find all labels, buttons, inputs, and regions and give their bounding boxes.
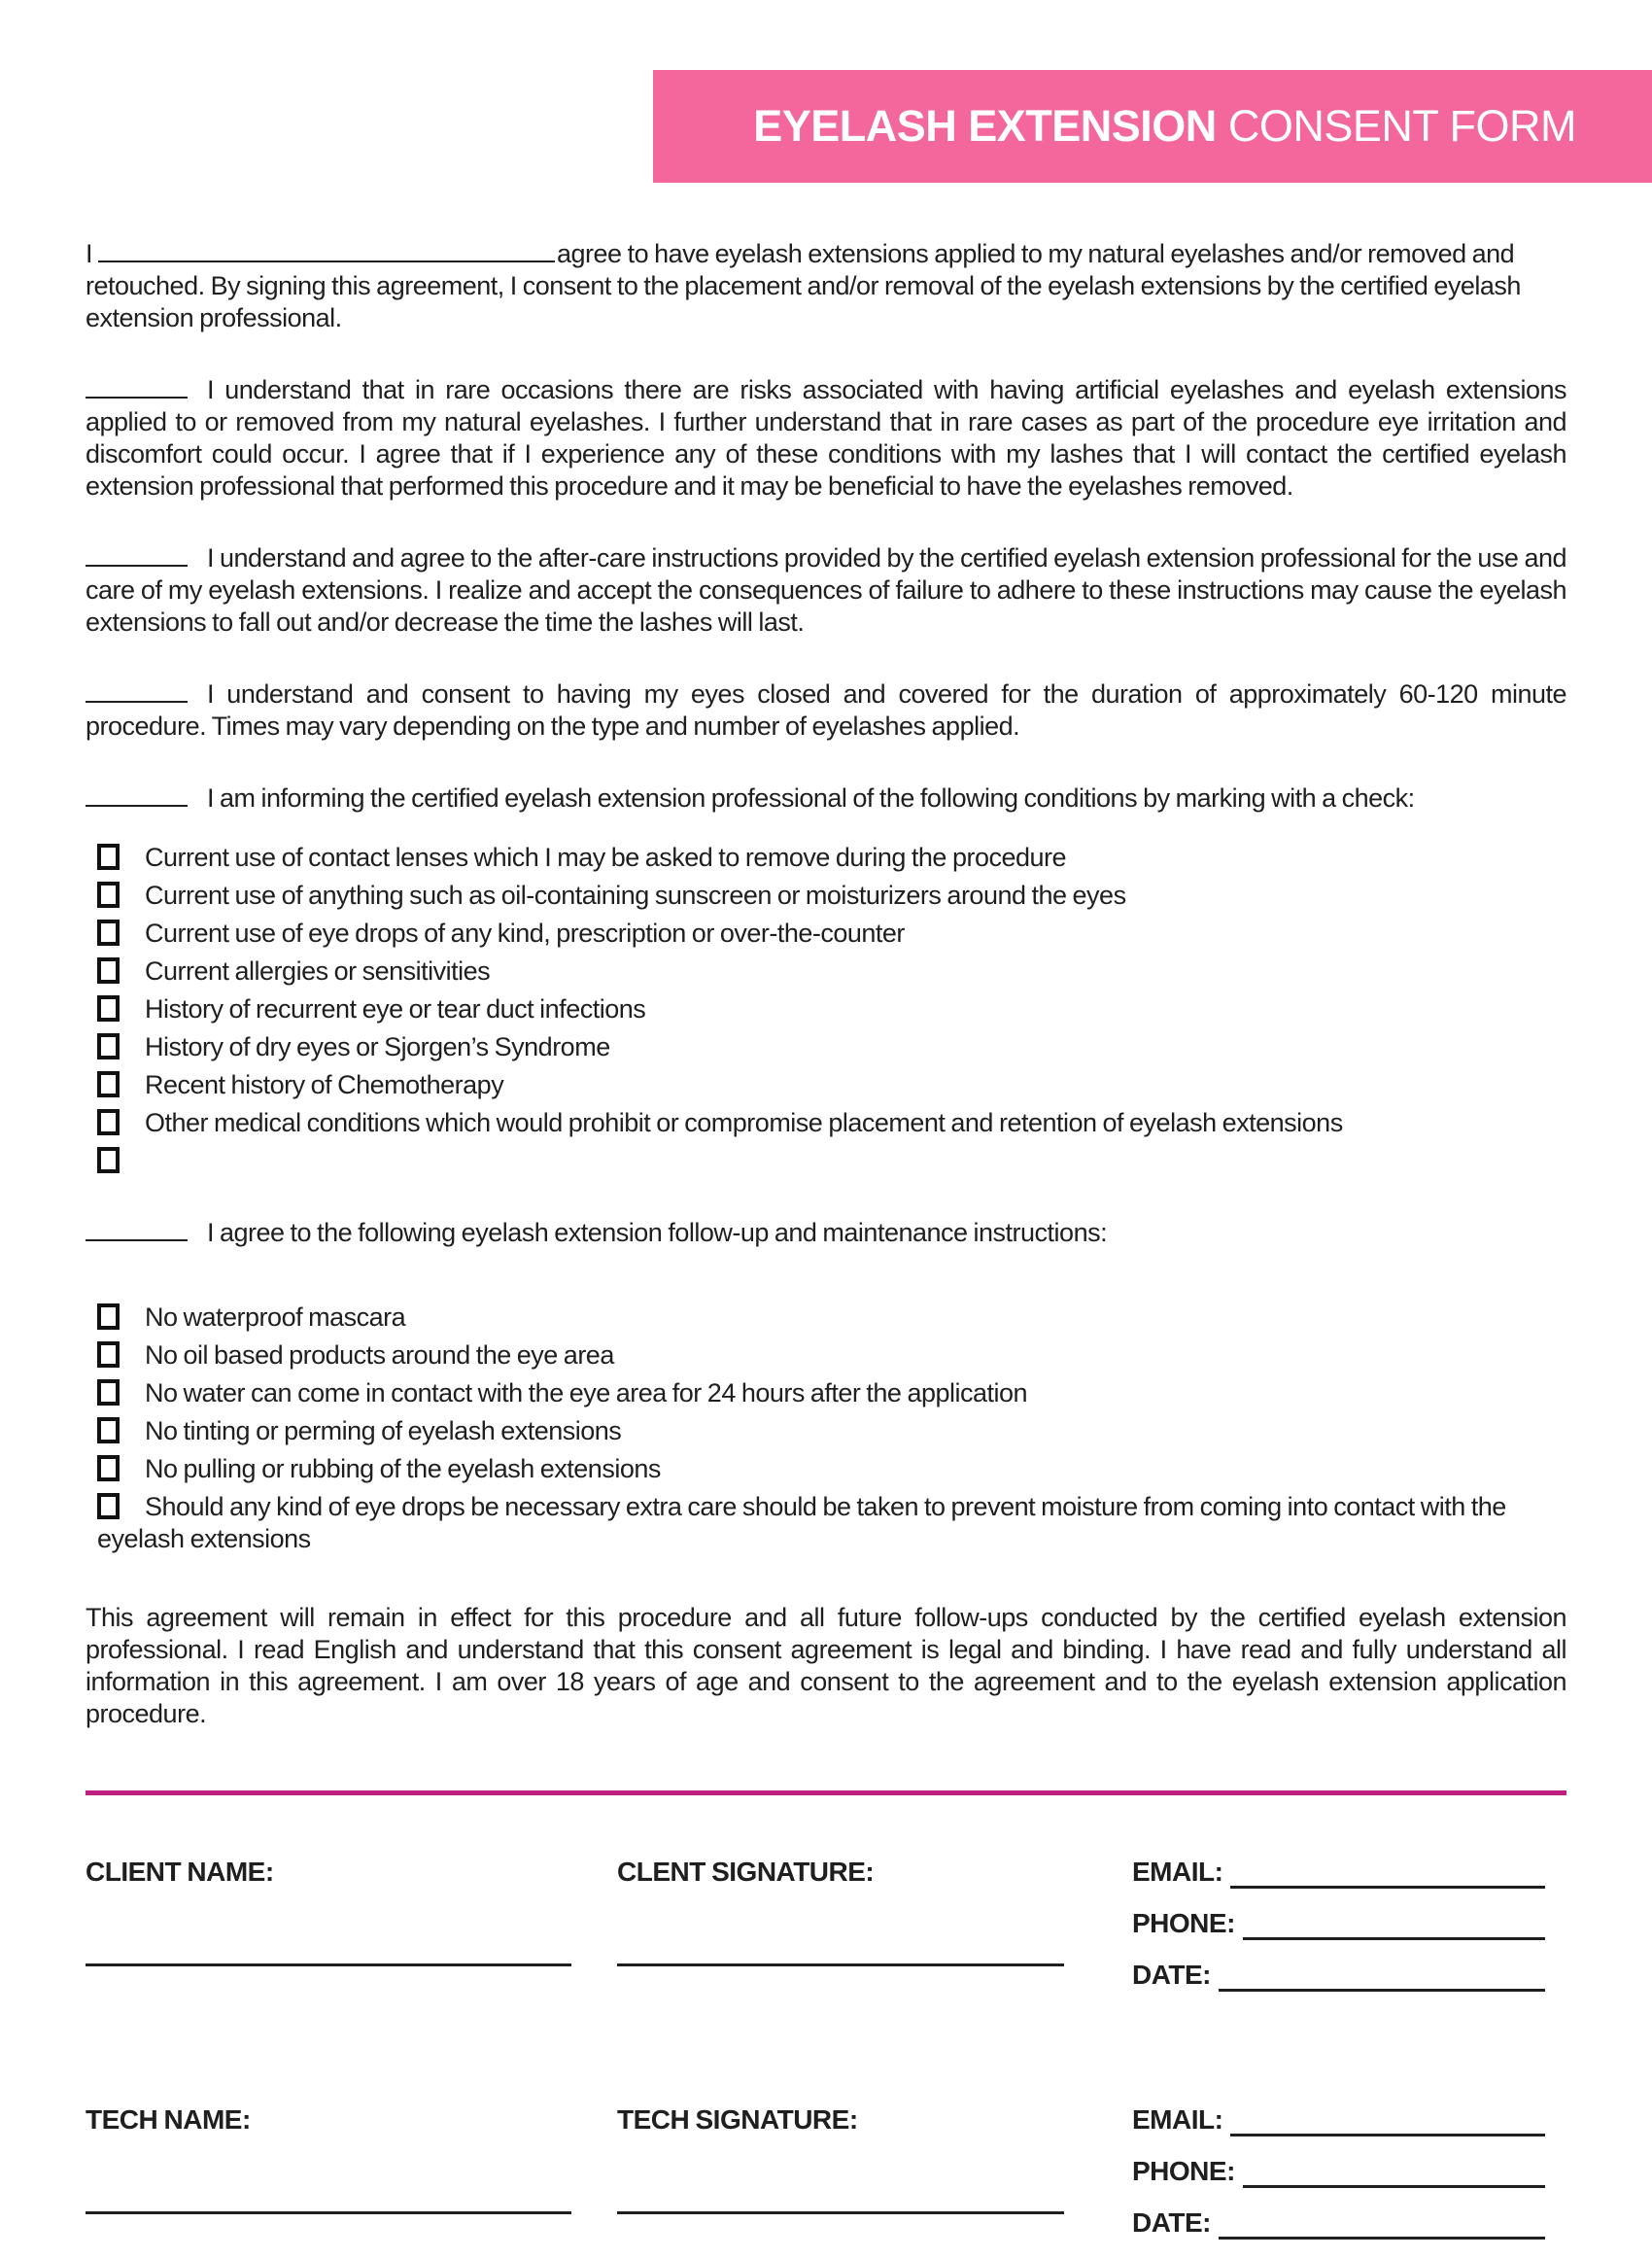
initials-blank[interactable] — [86, 1216, 188, 1241]
maintenance-intro-paragraph — [86, 1216, 1566, 1249]
tech-signature-label: TECH SIGNATURE: — [617, 2104, 858, 2135]
client-phone-row — [1132, 1907, 1566, 1940]
clause-list — [86, 373, 1566, 815]
consent-form-page — [0, 70, 1652, 2238]
form-title-banner — [653, 70, 1652, 183]
tech-email-line[interactable] — [1230, 2107, 1545, 2136]
maintenance-intro-text: I agree to the following eyelash extension follow-up and maintenance instructions: — [207, 1218, 1108, 1247]
clause-paragraph — [86, 782, 1566, 815]
clause-text: I understand that in rare occasions there are risks associated with having artificial eyelashes and eyelash extensions applied to or removed from my natural eyelashes. I further understand that in rare cases as part of the procedure eye irritation and discomfort could occur. I agree that if I experience any of these conditions with my lashes that I will contact the certified eyelash extension professional that performed this procedure and it may be beneficial to have the eyelashes removed. — [86, 375, 1566, 501]
condition-checkbox[interactable] — [97, 844, 120, 870]
client-date-label: DATE: — [1132, 1960, 1211, 1990]
condition-label: Current use of anything such as oil-containing sunscreen or moisturizers around the eyes — [145, 881, 1126, 910]
client-signature-row — [86, 1856, 1566, 2010]
maintenance-item — [86, 1302, 1566, 1334]
condition-checkbox[interactable] — [97, 1033, 120, 1060]
condition-item — [86, 993, 1566, 1025]
tech-email-row — [1132, 2103, 1566, 2136]
clause-text: I understand and agree to the after-care instructions provided by the certified eyelash extension professional for the use and care of my eyelash extensions. I realize and accept the consequences of failure to adhere to these instructions may cause the eyelash extensions to fall out and/or decrease the time the lashes will last. — [86, 543, 1566, 637]
maintenance-checkbox[interactable] — [97, 1379, 120, 1406]
initials-blank[interactable] — [86, 373, 188, 399]
condition-item — [86, 1145, 1566, 1177]
maintenance-item — [86, 1377, 1566, 1409]
clause-text: I understand and consent to having my eyes closed and covered for the duration of approximately 60-120 minute procedure. Times may vary depending on the type and number of eyelashes applied. — [86, 679, 1566, 741]
conditions-checklist — [86, 842, 1566, 1177]
client-date-line[interactable] — [1219, 1963, 1545, 1992]
tech-phone-line[interactable] — [1243, 2159, 1545, 2188]
client-name-label: CLIENT NAME: — [86, 1857, 274, 1887]
condition-item — [86, 1107, 1566, 1139]
client-name-line[interactable] — [86, 1933, 571, 1966]
page-title-bold: EYELASH EXTENSION — [753, 101, 1217, 151]
maintenance-checkbox[interactable] — [97, 1303, 120, 1330]
tech-name-label: TECH NAME: — [86, 2104, 251, 2135]
tech-signature-row — [86, 2103, 1566, 2258]
condition-checkbox[interactable] — [97, 920, 120, 946]
clause-paragraph — [86, 373, 1566, 503]
condition-label: History of recurrent eye or tear duct infections — [145, 994, 646, 1024]
page-title-light: CONSENT FORM — [1216, 101, 1576, 151]
client-signature-line[interactable] — [617, 1933, 1064, 1966]
client-signature-block — [617, 1856, 1132, 2010]
client-phone-label: PHONE: — [1132, 1908, 1235, 1938]
condition-item — [86, 955, 1566, 988]
client-name-block — [86, 1856, 617, 2010]
clause-paragraph — [86, 677, 1566, 743]
condition-checkbox[interactable] — [97, 1109, 120, 1135]
client-signature-label: CLENT SIGNATURE: — [617, 1857, 875, 1887]
maintenance-label: No waterproof mascara — [145, 1303, 406, 1332]
tech-email-label: EMAIL: — [1132, 2104, 1223, 2135]
maintenance-label: No tinting or perming of eyelash extensions — [145, 1416, 622, 1445]
maintenance-checkbox[interactable] — [97, 1455, 120, 1481]
maintenance-checkbox[interactable] — [97, 1417, 120, 1443]
maintenance-checklist — [86, 1302, 1566, 1555]
maintenance-label: No oil based products around the eye area — [145, 1340, 614, 1370]
client-email-row — [1132, 1856, 1566, 1889]
maintenance-item — [86, 1339, 1566, 1372]
condition-item — [86, 1069, 1566, 1101]
condition-label: History of dry eyes or Sjorgen’s Syndrome — [145, 1032, 610, 1061]
maintenance-item — [86, 1491, 1566, 1555]
tech-date-label: DATE: — [1132, 2207, 1211, 2238]
condition-item — [86, 918, 1566, 950]
condition-checkbox[interactable] — [97, 995, 120, 1022]
maintenance-label: No water can come in contact with the eye area for 24 hours after the application — [145, 1378, 1028, 1407]
condition-label: Current allergies or sensitivities — [145, 956, 491, 986]
condition-checkbox[interactable] — [97, 1147, 120, 1173]
intro-text: agree to have eyelash extensions applied to my natural eyelashes and/or removed and retouched. By signing this agreement, I consent to the placement and/or removal of the eyelash extensions by the certified eyelash extension professional. — [86, 239, 1521, 332]
tech-contact-block — [1132, 2103, 1566, 2258]
tech-name-block — [86, 2103, 617, 2258]
initials-blank[interactable] — [86, 541, 188, 567]
client-contact-block — [1132, 1856, 1566, 2010]
closing-paragraph: This agreement will remain in effect for this procedure and all future follow-ups conducted by the certified eyelash extension professional. I read English and understand that this consent agreement is legal and binding. I have read and fully understand all information in this agreement. I am over 18 years of age and consent to the agreement and to the eyelash extension application procedure. — [86, 1603, 1566, 1728]
page-title — [753, 101, 1576, 152]
condition-checkbox[interactable] — [97, 957, 120, 984]
condition-label: Other medical conditions which would prohibit or compromise placement and retention of eyelash extensions — [145, 1108, 1343, 1137]
tech-date-line[interactable] — [1219, 2210, 1545, 2240]
tech-signature-line[interactable] — [617, 2181, 1064, 2214]
clause-text: I am informing the certified eyelash extension professional of the following conditions by marking with a check: — [207, 783, 1415, 813]
intro-prefix: I — [86, 239, 99, 268]
condition-item — [86, 842, 1566, 874]
initials-blank[interactable] — [86, 782, 188, 807]
maintenance-checkbox[interactable] — [97, 1493, 120, 1519]
client-name-blank[interactable] — [98, 237, 555, 262]
condition-label: Recent history of Chemotherapy — [145, 1070, 504, 1099]
tech-phone-row — [1132, 2155, 1566, 2188]
tech-phone-label: PHONE: — [1132, 2156, 1235, 2186]
condition-checkbox[interactable] — [97, 1071, 120, 1097]
condition-label: Current use of eye drops of any kind, prescription or over-the-counter — [145, 919, 905, 948]
condition-item — [86, 1031, 1566, 1063]
client-date-row — [1132, 1959, 1566, 1992]
condition-checkbox[interactable] — [97, 882, 120, 908]
client-email-label: EMAIL: — [1132, 1857, 1223, 1887]
maintenance-label: Should any kind of eye drops be necessary extra care should be taken to prevent moisture from coming into contact with the eyelash extensions — [97, 1492, 1506, 1553]
client-phone-line[interactable] — [1243, 1911, 1545, 1940]
form-body — [0, 237, 1652, 2258]
maintenance-item — [86, 1453, 1566, 1485]
maintenance-item — [86, 1415, 1566, 1447]
intro-paragraph — [86, 237, 1566, 334]
tech-date-row — [1132, 2206, 1566, 2240]
condition-label: Current use of contact lenses which I may be asked to remove during the procedure — [145, 843, 1067, 872]
condition-item — [86, 880, 1566, 912]
initials-blank[interactable] — [86, 677, 188, 703]
maintenance-label: No pulling or rubbing of the eyelash extensions — [145, 1454, 661, 1483]
clause-paragraph — [86, 541, 1566, 639]
section-divider — [86, 1790, 1566, 1795]
tech-name-line[interactable] — [86, 2181, 571, 2214]
maintenance-checkbox[interactable] — [97, 1341, 120, 1368]
client-email-line[interactable] — [1230, 1859, 1545, 1889]
tech-signature-block — [617, 2103, 1132, 2258]
